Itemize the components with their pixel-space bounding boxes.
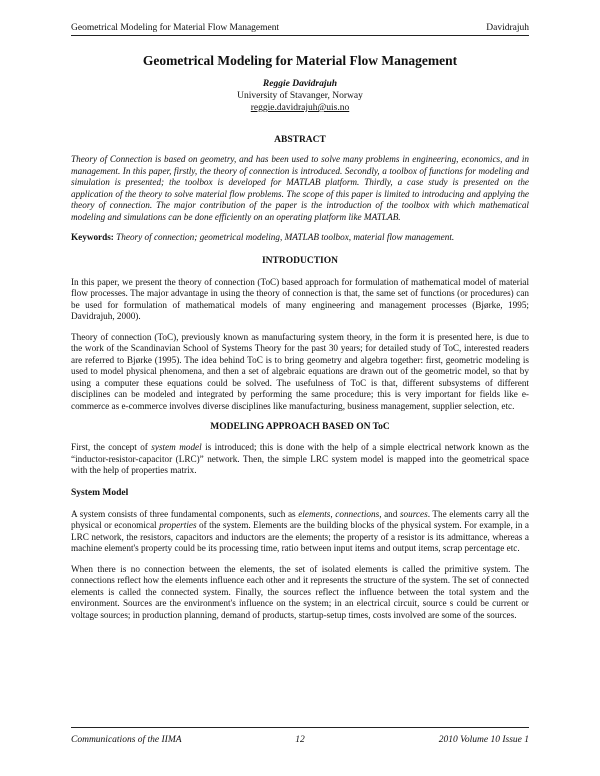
running-header-author: Davidrajuh: [486, 23, 529, 33]
keywords-text: Theory of connection; geometrical modeling, MATLAB toolbox, material flow management.: [116, 232, 455, 242]
introduction-paragraph-2: Theory of connection (ToC), previously known as manufacturing system theory, in the form it is presented here, is due to the work of the Scandinavian School of Systems Theory for the past 30 years; for detailed study of ToC, interested readers are referred to Bjørke (1995). The idea behind ToC is to bring geometry and algebra together: first, geometric modeling is used to model physical phenomena, and then a set of algebraic equations are drawn out of the geometric model, so that by using a computer these equations could be solved. The usefulness of ToC is that, different subsystems of different disciplines can be modeled and integrated by performing the same procedure; this is very important for fields like e-commerce as e-commerce involves diverse disciplines like manufacturing, business management, supplier selection, etc.: [71, 331, 529, 411]
page-footer: [71, 727, 529, 747]
author-affiliation: University of Stavanger, Norway: [237, 91, 363, 101]
abstract-text: Theory of Connection is based on geometry, and has been used to solve many problems in engineering, economics, and in management. In this paper, firstly, the theory of connection is introduced. Secondly, a toolbox of functions for modeling and simulation is presented; the toolbox is developed for MATLAB platform. Thirdly, a case study is presented on the application of the theory to solve material flow problems. The scope of this paper is limited to introducing and applying the theory of connection. The major contribution of the paper is the introduction of the toolbox with which mathematical modeling and simulations can be done efficiently on an operating platform like MATLAB.: [71, 154, 529, 222]
modeling-heading: MODELING APPROACH BASED ON ToC: [210, 422, 390, 432]
keywords: [71, 232, 529, 244]
running-header: [71, 21, 529, 36]
running-header-title: Geometrical Modeling for Material Flow Management: [71, 23, 280, 33]
system-model-paragraph-2: When there is no connection between the elements, the set of isolated elements is called the primitive system. The connections reflect how the elements influence each other and it represents the structure of the system. The set of connected elements is called the connected system. Finally, the sources reflect the influence between the total system and the environment. Sources are the environment's influence on the system; in an electrical circuit, source s could be current or voltage sources; in production planning, demand of products, startup-setup times, costs involved are some of the sources.: [71, 563, 529, 620]
article-body: [71, 52, 529, 621]
footer-journal: Communications of the IIMA: [71, 735, 182, 745]
keywords-label: Keywords:: [71, 232, 114, 242]
author-email-link[interactable]: reggie.davidrajuh@uis.no: [250, 103, 350, 113]
system-model-paragraph-1: A system consists of three fundamental components, such as elements, connections, and sources. The elements carry all the physical or economical properties of the system. Elements are the building blocks of the physical system. For example, in a LRC network, the resistors, capacitors and inductors are the elements; the property of a resistor is its admittance, whereas a machine element's property could be its processing time, ratio between input items and output items, scrap percentage etc.: [71, 508, 530, 553]
paper-title: Geometrical Modeling for Material Flow Management: [142, 53, 458, 68]
system-model-heading: System Model: [71, 487, 129, 498]
modeling-paragraph-1: First, the concept of system model is introduced; this is done with the help of a simple electrical network known as the “inductor-resistor-capacitor (LRC)” network. Then, the simple LRC system model is mapped into the geometrical space with the help of properties matrix.: [71, 442, 529, 475]
introduction-heading: INTRODUCTION: [261, 255, 338, 266]
author-name: Reggie Davidrajuh: [262, 79, 338, 89]
introduction-paragraph-1: In this paper, we present the theory of connection (ToC) based approach for formulation of mathematical model of material flow processes. The major advantage in using the theory of connection is that, the same set of functions (or procedures) can be used for formulation of mathematical models of many engineering and management processes (Bjørke, 1995; Davidrajuh, 2000).: [71, 276, 529, 321]
abstract-heading: ABSTRACT: [274, 135, 326, 145]
footer-issue: 2010 Volume 10 Issue 1: [438, 735, 529, 745]
footer-page-number: 12: [295, 735, 305, 745]
